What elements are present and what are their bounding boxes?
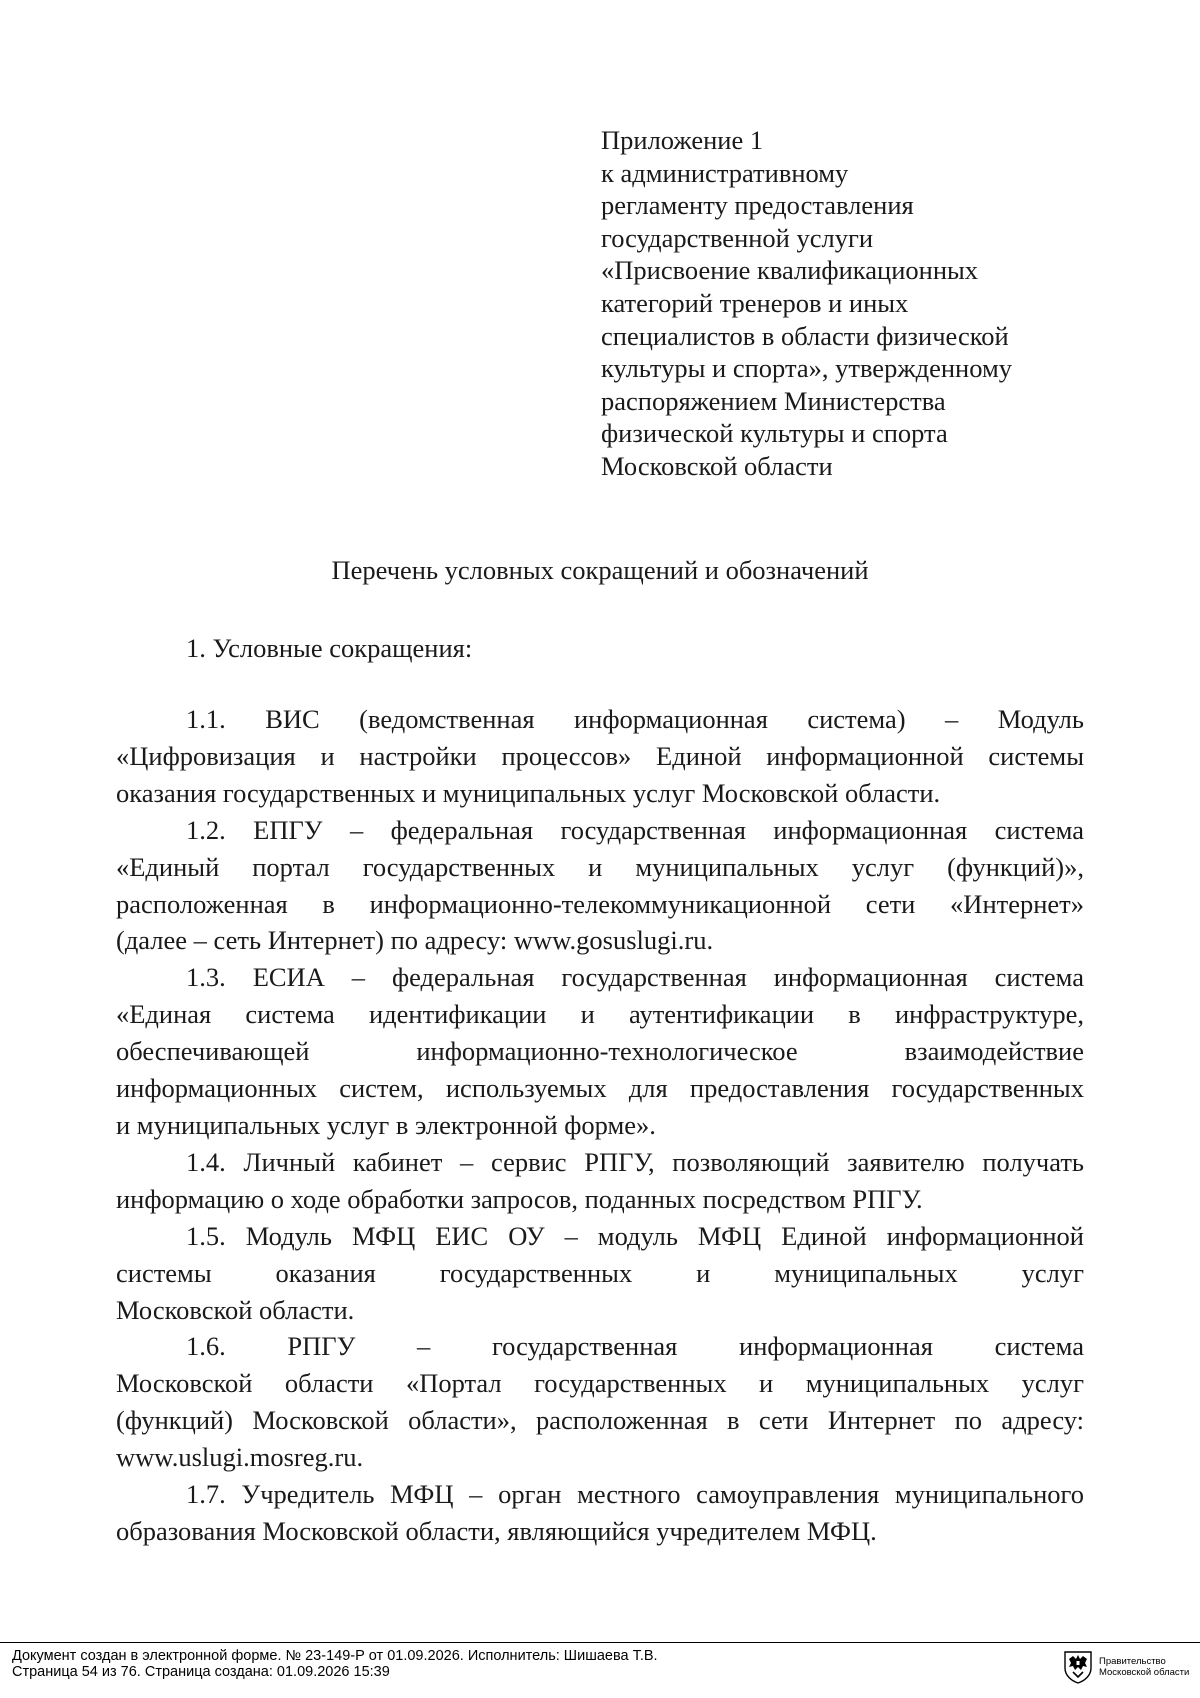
logo-caption (1099, 1656, 1189, 1678)
paragraph-1-4 (116, 1144, 1084, 1218)
moscow-region-coat-of-arms-icon (1063, 1650, 1093, 1684)
paragraph-1-5 (116, 1218, 1084, 1329)
appendix-line: физической культуры и спорта (601, 418, 948, 449)
appendix-line: к административному (601, 157, 849, 188)
document-title: Перечень условных сокращений и обозначений (331, 555, 869, 585)
paragraph-line: информационных систем, используемых для предоставления государственных (116, 1073, 1084, 1104)
paragraph-line: 1.5. Модуль МФЦ ЕИС ОУ – модуль МФЦ Единой информационной (186, 1220, 1084, 1251)
paragraph-line: Московской области. (116, 1294, 355, 1325)
paragraph-line: 1.6. РПГУ – государственная информационная система (186, 1331, 1084, 1362)
paragraph-1-7 (116, 1476, 1084, 1550)
paragraph-line: «Единая система идентификации и аутентификации в инфраструктуре, (116, 999, 1084, 1030)
paragraph-line: и муниципальных услуг в электронной форме». (116, 1109, 656, 1140)
paragraph-line: 1.2. ЕПГУ – федеральная государственная информационная система (186, 814, 1084, 845)
paragraph-line: 1.3. ЕСИА – федеральная государственная информационная система (186, 962, 1084, 993)
appendix-line: распоряжением Министерства (601, 385, 946, 416)
paragraph-line: образования Московской области, являющийся учредителем МФЦ. (116, 1515, 877, 1546)
logo-caption-line1: Правительство (1099, 1656, 1166, 1667)
appendix-block (601, 124, 1071, 483)
paragraph-line: Московской области «Портал государственных и муниципальных услуг (116, 1368, 1084, 1399)
appendix-line: специалистов в области физической (601, 320, 1009, 351)
document-body (116, 701, 1084, 1550)
appendix-line: культуры и спорта», утвержденному (601, 353, 1012, 384)
paragraph-line: «Единый портал государственных и муниципальных услуг (функций)», (116, 851, 1084, 882)
paragraph-line: обеспечивающей информационно-технологическое взаимодействие (116, 1036, 1084, 1067)
footer-info (12, 1648, 658, 1680)
paragraph-line: (функций) Московской области», расположенная в сети Интернет по адресу: (116, 1405, 1084, 1436)
appendix-line: регламенту предоставления (601, 190, 914, 221)
paragraph-line: (далее – сеть Интернет) по адресу: www.gosuslugi.ru. (116, 925, 714, 956)
paragraph-line: системы оказания государственных и муниципальных услуг (116, 1257, 1084, 1288)
paragraph-1-3 (116, 959, 1084, 1144)
appendix-line: категорий тренеров и иных (601, 287, 909, 318)
paragraph-1-1 (116, 701, 1084, 812)
appendix-line: «Присвоение квалификационных (601, 255, 979, 286)
footer-document-info: Документ создан в электронной форме. № 23-149-Р от 01.09.2026. Исполнитель: Шишаева Т.В. (12, 1648, 658, 1664)
paragraph-line: информацию о ходе обработки запросов, поданных посредством РПГУ. (116, 1183, 923, 1214)
appendix-line: Приложение 1 (601, 125, 764, 155)
government-logo (1063, 1650, 1189, 1684)
appendix-line: Московской области (601, 450, 833, 481)
paragraph-line: 1.4. Личный кабинет – сервис РПГУ, позволяющий заявителю получать (186, 1146, 1084, 1177)
paragraph-1-2 (116, 812, 1084, 960)
section-heading: 1. Условные сокращения: (186, 633, 473, 663)
paragraph-line: 1.7. Учредитель МФЦ – орган местного самоуправления муниципального (186, 1479, 1084, 1510)
paragraph-line: оказания государственных и муниципальных услуг Московской области. (116, 777, 941, 808)
paragraph-line: 1.1. ВИС (ведомственная информационная система) – Модуль (186, 704, 1084, 734)
logo-caption-line2: Московской области (1099, 1667, 1190, 1678)
footer-page-info: Страница 54 из 76. Страница создана: 01.09.2026 15:39 (12, 1664, 390, 1680)
footer-divider (0, 1642, 1200, 1643)
paragraph-line: «Цифровизация и настройки процессов» Единой информационной системы (116, 740, 1084, 771)
appendix-line: государственной услуги (601, 222, 874, 253)
paragraph-1-6 (116, 1328, 1084, 1476)
paragraph-line: www.uslugi.mosreg.ru. (116, 1442, 364, 1473)
paragraph-line: расположенная в информационно-телекоммуникационной сети «Интернет» (116, 888, 1084, 919)
